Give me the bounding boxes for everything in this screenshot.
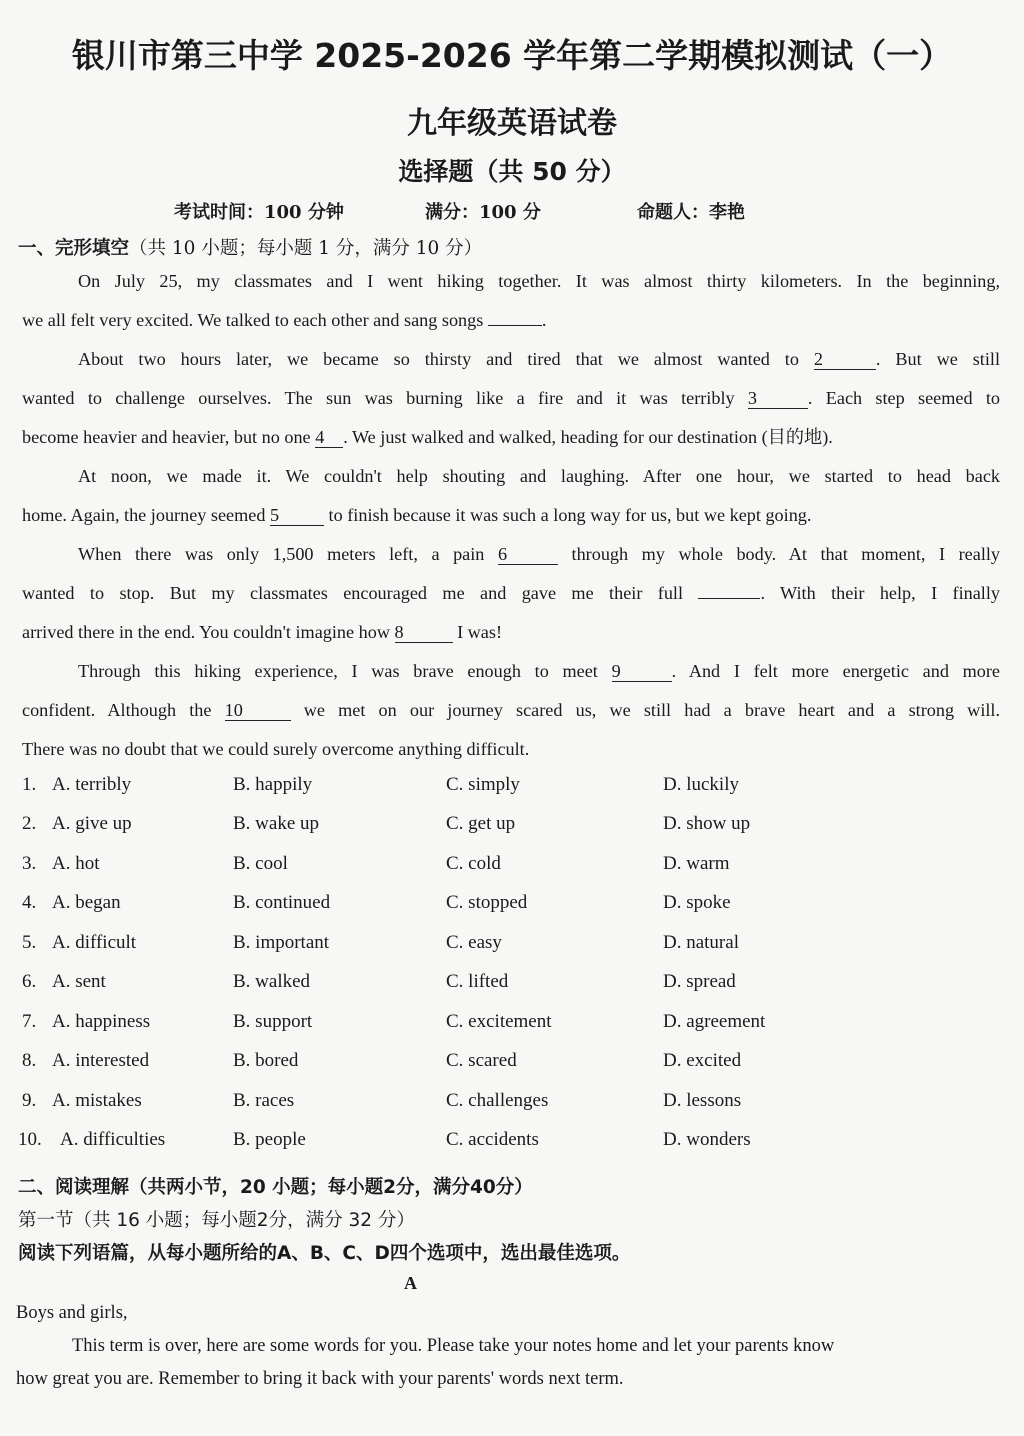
question-row: [0, 971, 1024, 1010]
blank-6[interactable]: 6: [498, 544, 558, 565]
option-c[interactable]: C. simply: [446, 774, 520, 795]
question-number: 8.: [22, 1050, 37, 1071]
option-b[interactable]: B. support: [233, 1011, 313, 1032]
cloze-passage: [22, 262, 1000, 769]
option-b[interactable]: B. races: [233, 1090, 295, 1111]
passage-label: A: [404, 1273, 417, 1293]
passage-line: arrived there in the end. You couldn't imagine how 8 I was!: [22, 622, 503, 642]
question-number: 7.: [22, 1011, 37, 1032]
option-d[interactable]: D. wonders: [663, 1129, 751, 1150]
option-b[interactable]: B. happily: [233, 774, 313, 795]
question-number: 5.: [22, 932, 37, 953]
option-a[interactable]: A. hot: [52, 853, 100, 874]
question-number: 6.: [22, 971, 37, 992]
option-d[interactable]: D. excited: [663, 1050, 742, 1071]
passage-line: At noon, we made it. We couldn't help shouting and laughing. After one hour, we started to head back: [78, 466, 1000, 486]
blank-3[interactable]: 3: [748, 388, 808, 409]
option-b[interactable]: B. people: [233, 1129, 306, 1150]
question-number: 1.: [22, 774, 37, 795]
option-a[interactable]: A. began: [52, 892, 121, 913]
option-d[interactable]: D. spoke: [663, 892, 731, 913]
option-c[interactable]: C. excitement: [446, 1011, 552, 1032]
option-c[interactable]: C. scared: [446, 1050, 517, 1071]
option-a[interactable]: A. interested: [52, 1050, 150, 1071]
letter-greeting: Boys and girls,: [16, 1303, 128, 1323]
passage-line: On July 25, my classmates and I went hiking together. It was almost thirty kilometers. In the beginning,: [78, 271, 1000, 291]
option-b[interactable]: B. important: [233, 932, 330, 953]
option-c[interactable]: C. cold: [446, 853, 501, 874]
option-a[interactable]: A. happiness: [52, 1011, 151, 1032]
passage-line: home. Again, the journey seemed 5 to finish because it was such a long way for us, but we kept going.: [22, 505, 812, 525]
passage-line: About two hours later, we became so thirsty and tired that we almost wanted to 2 . But we still: [78, 349, 1000, 369]
question-number: 10.: [18, 1129, 42, 1150]
full-score: 满分：100 分: [425, 202, 541, 223]
blank-8[interactable]: 8: [395, 622, 453, 643]
exam-time: 考试时间：100 分钟: [174, 202, 344, 223]
question-row: [0, 892, 1024, 931]
option-a[interactable]: A. difficult: [52, 932, 137, 953]
option-c[interactable]: C. challenges: [446, 1090, 549, 1111]
exam-author: 命题人：李艳: [637, 202, 745, 223]
question-number: 4.: [22, 892, 37, 913]
option-b[interactable]: B. bored: [233, 1050, 299, 1071]
question-row: [0, 932, 1024, 971]
option-c[interactable]: C. lifted: [446, 971, 509, 992]
letter-line: how great you are. Remember to bring it back with your parents' words next term.: [16, 1369, 624, 1389]
question-row: [0, 1129, 1024, 1168]
option-a[interactable]: A. mistakes: [52, 1090, 142, 1111]
question-row: [0, 1050, 1024, 1089]
option-c[interactable]: C. stopped: [446, 892, 528, 913]
letter-line: This term is over, here are some words for you. Please take your notes home and let your parents know: [72, 1336, 835, 1356]
exam-subtitle: 九年级英语试卷: [407, 106, 617, 141]
option-d[interactable]: D. natural: [663, 932, 739, 953]
passage-line: wanted to challenge ourselves. The sun was burning like a fire and it was terribly 3 . Each step seemed to: [22, 388, 1000, 408]
option-c[interactable]: C. accidents: [446, 1129, 539, 1150]
part1-heading-label: 一、完形填空: [18, 238, 130, 259]
blank-2[interactable]: 2: [814, 349, 876, 370]
question-row: [0, 1011, 1024, 1050]
part2-subheading: 第一节（共 16 小题；每小题2分，满分 32 分）: [18, 1210, 415, 1231]
option-a[interactable]: A. difficulties: [60, 1129, 166, 1150]
section-title: 选择题（共 50 分）: [398, 157, 626, 186]
passage-line: When there was only 1,500 meters left, a pain 6 through my whole body. At that moment, I really: [78, 544, 1000, 564]
passage-line: Through this hiking experience, I was brave enough to meet 9 . And I felt more energetic and more: [78, 661, 1000, 681]
part2-heading: 二、阅读理解（共两小节，20 小题；每小题2分，满分40分）: [18, 1177, 533, 1198]
question-row: [0, 813, 1024, 852]
option-d[interactable]: D. show up: [663, 813, 751, 834]
passage-line: confident. Although the 10 we met on our journey scared us, we still had a brave heart and a strong will.: [22, 700, 1000, 720]
passage-line: wanted to stop. But my classmates encouraged me and gave me their full . With their help, I finally: [22, 583, 1000, 603]
option-b[interactable]: B. continued: [233, 892, 331, 913]
blank-4[interactable]: 4: [315, 427, 343, 448]
option-d[interactable]: D. luckily: [663, 774, 739, 795]
question-number: 3.: [22, 853, 37, 874]
option-b[interactable]: B. walked: [233, 971, 311, 992]
question-row: [0, 1090, 1024, 1129]
passage-line: become heavier and heavier, but no one 4 . We just walked and walked, heading for our destination (目的地).: [22, 427, 833, 447]
option-a[interactable]: A. give up: [52, 813, 132, 834]
passage-line: we all felt very excited. We talked to each other and sang songs .: [22, 310, 547, 330]
exam-title: 银川市第三中学 2025-2026 学年第二学期模拟测试（一）: [71, 36, 953, 75]
option-d[interactable]: D. lessons: [663, 1090, 742, 1111]
part1-heading-note: （共 10 小题；每小题 1 分，满分 10 分）: [129, 238, 483, 259]
question-number: 2.: [22, 813, 37, 834]
option-a[interactable]: A. terribly: [52, 774, 132, 795]
blank-10[interactable]: 10: [225, 700, 291, 721]
blank-5[interactable]: 5: [270, 505, 324, 526]
passage-line: There was no doubt that we could surely overcome anything difficult.: [22, 739, 530, 759]
question-row: [0, 853, 1024, 892]
option-d[interactable]: D. agreement: [663, 1011, 766, 1032]
part1-heading: [18, 234, 482, 260]
question-row: [0, 774, 1024, 813]
option-c[interactable]: C. get up: [446, 813, 516, 834]
option-b[interactable]: B. wake up: [233, 813, 320, 834]
option-d[interactable]: D. warm: [663, 853, 730, 874]
blank-1[interactable]: [488, 325, 542, 326]
option-d[interactable]: D. spread: [663, 971, 736, 992]
blank-9[interactable]: 9: [612, 661, 672, 682]
option-c[interactable]: C. easy: [446, 932, 502, 953]
option-b[interactable]: B. cool: [233, 853, 288, 874]
option-a[interactable]: A. sent: [52, 971, 106, 992]
question-number: 9.: [22, 1090, 37, 1111]
part2-instruction: 阅读下列语篇，从每小题所给的A、B、C、D四个选项中，选出最佳选项。: [18, 1243, 631, 1264]
blank-7[interactable]: [698, 598, 760, 599]
